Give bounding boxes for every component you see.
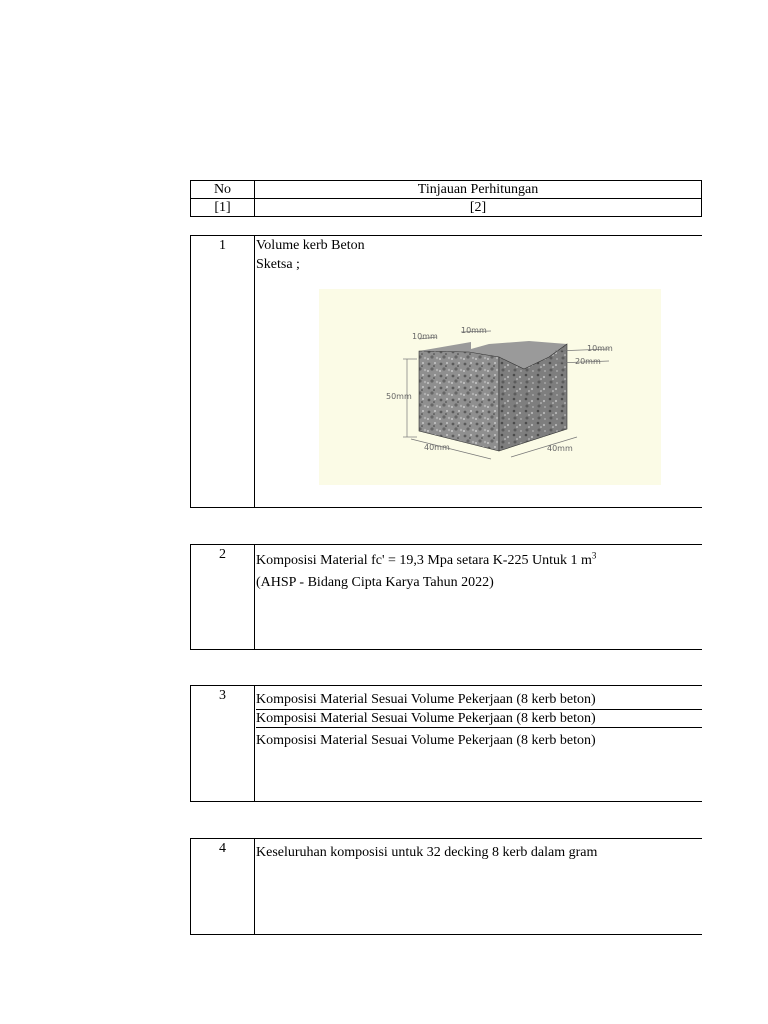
header-index-2: [2] bbox=[255, 199, 702, 217]
dim-bottom-right: 40mm bbox=[547, 444, 573, 453]
section-4-content bbox=[256, 843, 702, 862]
section-2-line2: (AHSP - Bidang Cipta Karya Tahun 2022) bbox=[256, 575, 494, 590]
section-2-content bbox=[256, 550, 702, 594]
header-row bbox=[191, 181, 702, 199]
section-3 bbox=[190, 685, 702, 802]
section-4-number: 4 bbox=[191, 839, 255, 934]
dim-right-top: 10mm bbox=[587, 344, 613, 353]
header-index-row bbox=[191, 199, 702, 217]
section-3-row-2: Komposisi Material Sesuai Volume Pekerjaan (8 kerb beton) bbox=[256, 710, 702, 728]
section-3-row-3: Komposisi Material Sesuai Volume Pekerjaan (8 kerb beton) bbox=[256, 733, 596, 748]
dim-height: 50mm bbox=[386, 392, 412, 401]
section-3-content bbox=[256, 690, 702, 753]
header-col-no: No bbox=[191, 181, 255, 199]
header-col-tinjauan: Tinjauan Perhitungan bbox=[255, 181, 702, 199]
section-2-line1 bbox=[256, 550, 702, 572]
section-3-number: 3 bbox=[191, 686, 255, 801]
section-2-unit-superscript: 3 bbox=[591, 550, 597, 561]
dim-top-mid: 10mm bbox=[461, 326, 487, 335]
dim-top-left: 10mm bbox=[412, 332, 438, 341]
section-2 bbox=[190, 544, 702, 650]
section-1-title: Volume kerb Beton bbox=[256, 238, 365, 253]
section-3-row-1: Komposisi Material Sesuai Volume Pekerjaan (8 kerb beton) bbox=[256, 690, 702, 710]
dim-bottom-left: 40mm bbox=[424, 443, 450, 452]
section-2-line1-text: Komposisi Material fc' = 19,3 Mpa setara K-225 Untuk 1 m bbox=[256, 553, 592, 568]
section-4-line1: Keseluruhan komposisi untuk 32 decking 8 kerb dalam gram bbox=[256, 845, 598, 860]
dim-right-mid: 20mm bbox=[575, 357, 601, 366]
section-2-number: 2 bbox=[191, 545, 255, 649]
section-1-number: 1 bbox=[191, 236, 255, 507]
section-1 bbox=[190, 235, 702, 508]
section-4 bbox=[190, 838, 702, 935]
section-1-content bbox=[256, 236, 702, 274]
header-index-1: [1] bbox=[191, 199, 255, 217]
section-1-subtitle: Sketsa ; bbox=[256, 257, 300, 272]
header-table bbox=[190, 180, 702, 217]
kerb-sketch-image bbox=[319, 289, 661, 485]
